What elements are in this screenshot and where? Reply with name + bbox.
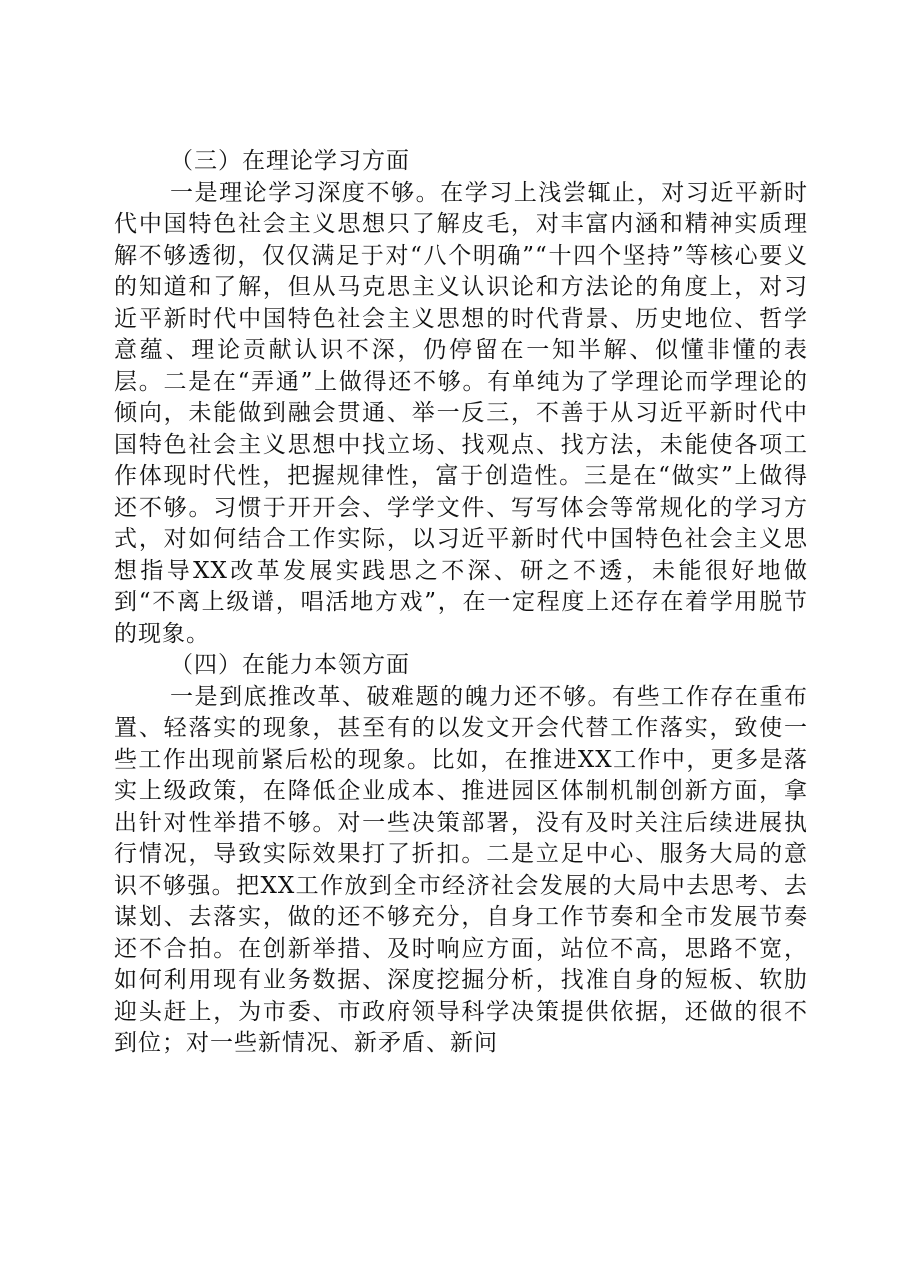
- section-heading-3: （三）在理论学习方面: [170, 148, 410, 174]
- document-body: [114, 146, 808, 1060]
- section-heading-4: （四）在能力本领方面: [170, 652, 410, 678]
- section-paragraph-4: 一是到底推改革、破难题的魄力还不够。有些工作存在重布置、轻落实的现象，甚至有的以发文开会代替工作落实，致使一些工作出现前紧后松的现象。比如，在推进XX工作中，更多是落实上级政策，在降低企业成本、推进园区体制机制创新方面，拿出针对性举措不够。对一些决策部署，没有及时关注后续进展执行情况，导致实际效果打了折扣。二是立足中心、服务大局的意识不够强。把XX工作放到全市经济社会发展的大局中去思考、去谋划、去落实，做的还不够充分，自身工作节奏和全市发展节奏还不合拍。在创新举措、及时响应方面，站位不高，思路不宽，如何利用现有业务数据、深度挖掘分析，找准自身的短板、软肋迎头赶上，为市委、市政府领导科学决策提供依据，还做的很不到位；对一些新情况、新矛盾、新问: [114, 683, 808, 1056]
- section-paragraph-3: 一是理论学习深度不够。在学习上浅尝辄止，对习近平新时代中国特色社会主义思想只了解皮毛，对丰富内涵和精神实质理解不够透彻，仅仅满足于对“八个明确”“十四个坚持”等核心要义的知道和了解，但从马克思主义认识论和方法论的角度上，对习近平新时代中国特色社会主义思想的时代背景、历史地位、哲学意蕴、理论贡献认识不深，仍停留在一知半解、似懂非懂的表层。二是在“弄通”上做得还不够。有单纯为了学理论而学理论的倾向，未能做到融会贯通、举一反三，不善于从习近平新时代中国特色社会主义思想中找立场、找观点、找方法，未能使各项工作体现时代性，把握规律性，富于创造性。三是在“做实”上做得还不够。习惯于开开会、学学文件、写写体会等常规化的学习方式，对如何结合工作实际，以习近平新时代中国特色社会主义思想指导XX改革发展实践思之不深、研之不透，未能很好地做到“不离上级谱，唱活地方戏”，在一定程度上还存在着学用脱节的现象。: [114, 179, 808, 647]
